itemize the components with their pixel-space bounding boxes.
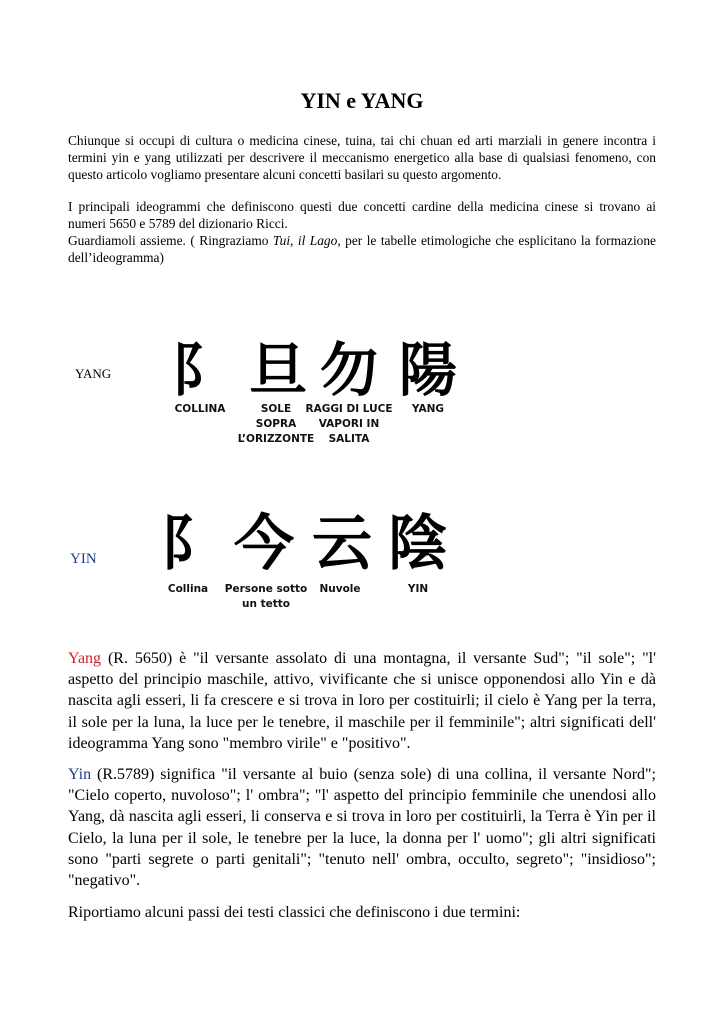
yin-definition-text: (R.5789) significa "il versante al buio (senza sole) di una collina, il versante Nord"; "Cielo coperto, nuvoloso"; l' ombra"; "l' aspetto del principio femminile che unendosi allo Yang, dà nascita agli esseri, li conserva e si trova in loro per costituirli, la Terra è Yin per il Cielo, la luna per il sole, le tenebre per la luce, la donna per l' uomo"; gli altri significati sono "parti segrete o parti genitali"; "tenuto nell' ombra, occulto, segreto"; "insidioso"; "negativo".	[68, 766, 656, 890]
yin-glyph-people-roof: 今	[234, 509, 294, 579]
intro-text: Chiunque si occupi di cultura o medicina cinese, tuina, tai chi chuan ed arti marziali in genere incontra i termini yin e yang utilizzati per descrivere il meccanismo energetico alla base di qualsiasi fenomeno, con questo articolo vogliamo presentare alcuni concetti basilari su questo argomento.	[68, 133, 656, 182]
yang-glyph-hill: 阝	[170, 336, 229, 404]
yang-glyph-yang: 陽	[398, 336, 457, 404]
yang-glyph-sun-horizon: 旦	[248, 336, 307, 404]
yin-figure-label: YIN	[70, 551, 97, 567]
yang-figure-label: YANG	[75, 366, 112, 381]
yin-glyph-yin: 陰	[388, 509, 448, 579]
yin-glyph-hill: 阝	[160, 509, 220, 579]
closing-line: Riportiamo alcuni passi dei testi classici che definiscono i due termini:	[68, 904, 521, 921]
intro-paragraph	[68, 132, 656, 183]
yang-definition-paragraph	[68, 648, 656, 754]
yin-term: Yin	[68, 766, 92, 783]
yang-term: Yang	[68, 650, 102, 667]
yang-definition-text: (R. 5650) è "il versante assolato di una montagna, il versante Sud"; "il sole"; "l' aspetto del principio maschile, attivo, vivificante che si unisce opponendosi allo Yin e dà nascita agli esseri, li fa crescere e si trova in loro per costituirli; il cielo è Yang per la terra, il sole per la luna, la luce per le tenebre, il maschile per il femminile"; altri significati dell' ideogramma Yang sono "membro virile" e "positivo".	[68, 650, 656, 752]
yang-glyph-rays: 勿	[319, 336, 378, 404]
page-title: YIN e YANG	[300, 88, 424, 113]
yin-definition-paragraph	[68, 764, 656, 891]
yang-caption-yang: YANG	[411, 403, 445, 415]
yang-caption-rays: RAGGI DI LUCE VAPORI IN SALITA	[305, 403, 393, 445]
yin-caption-clouds: Nuvole	[319, 583, 361, 595]
dictionary-paragraph	[68, 198, 656, 266]
yin-caption-hill: Collina	[167, 583, 209, 595]
yang-caption-hill: COLLINA	[174, 403, 226, 415]
dictionary-text: I principali ideogrammi che definiscono questi due concetti cardine della medicina cinese si trovano ai numeri 5650 e 5789 del dizionario Ricci.	[68, 199, 656, 231]
yang-caption-sun: SOLE SOPRA L’ORIZZONTE	[237, 403, 315, 445]
yin-glyph-clouds: 云	[312, 509, 372, 579]
thanks-before: Guardiamoli assieme. ( Ringraziamo	[68, 233, 273, 248]
yin-caption-people: Persone sotto un tetto	[224, 583, 308, 610]
thanks-after: , per le tabelle etimologiche che esplicitano la formazione dell’ideogramma)	[68, 233, 656, 265]
thanks-source: Tui, il Lago	[272, 233, 338, 248]
yin-caption-yin: YIN	[407, 583, 429, 595]
